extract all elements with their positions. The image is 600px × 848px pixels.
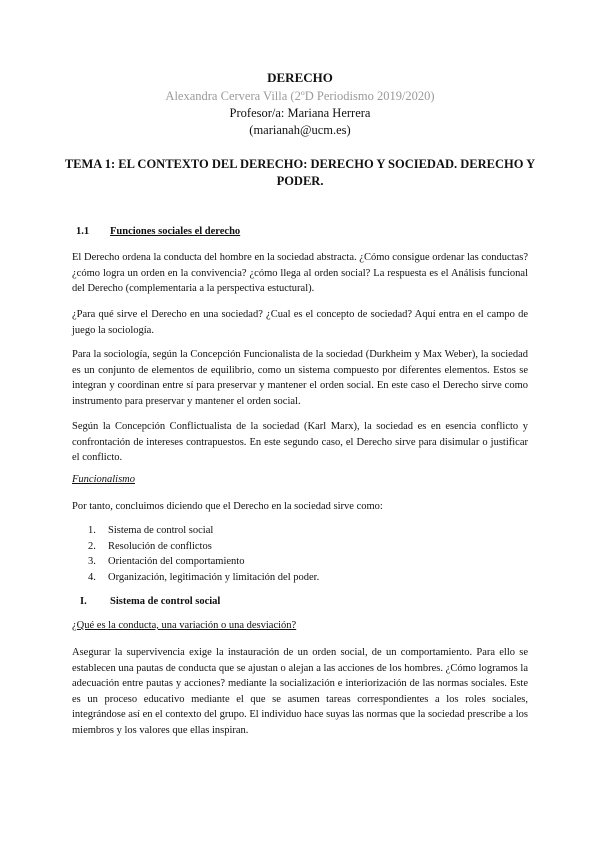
list-item: 3. Orientación del comportamiento [88,556,245,568]
paragraph-5: Por tanto, concluimos diciendo que el Derecho en la sociedad sirve como: [72,501,383,512]
professor-line: Profesor/a: Mariana Herrera [229,106,371,120]
question-subheading: ¿Qué es la conducta, una variación o una desviación? [72,620,297,631]
list-item: 4. Organización, legitimación y limitación del poder. [88,571,320,583]
list-item: 2. Resolución de conflictos [88,540,212,552]
funcionalismo-label: Funcionalismo [72,474,135,485]
professor-email: (marianah@ucm.es) [249,123,351,137]
section-heading-I [80,596,220,607]
paragraph-6: Asegurar la supervivencia exige la instauración de un orden social, de un comportamiento. Para ello se establecen una pautas de conducta que se ajustan o alejan a las acciones de los hombres. ¿Cómo logramos la adecuación entre pautas y acciones? mediante la socialización e interiorización de las normas sociales. Este es un proceso educativo mediante el que se asumen tareas correspondientes a los roles sociales, integrándose así en el contexto del grupo. El individuo hace suyas las normas que la sociedad prescribe a los miembros y los valores que ellas inspiran. [72,647,528,736]
author-line: Alexandra Cervera Villa (2ºD Periodismo 2019/2020) [165,89,435,103]
list-item: 1. Sistema de control social [88,525,214,536]
section-number: I. [80,596,87,607]
section-title: Sistema de control social [110,596,221,607]
section-heading-1-1 [76,226,240,237]
section-number: 1.1 [76,226,90,237]
paragraph-1: El Derecho ordena la conducta del hombre en la sociedad abstracta. ¿Cómo consigue ordenar las conductas? ¿cómo logra un orden en la convivencia? ¿cómo llega al orden social? La respuesta es el Análisis funcional del Derecho (complementaria a la perspectiva estuctural). [72,252,528,295]
paragraph-2: ¿Para qué sirve el Derecho en una sociedad? ¿Cual es el concepto de sociedad? Aquí entra en el campo de juego la sociología. [72,309,528,336]
paragraph-4: Según la Concepción Conflictualista de la sociedad (Karl Marx), la sociedad es en esencia conflicto y confrontación de intereses contrapuestos. En este segundo caso, el Derecho sirve para disimular o justificar el conflicto. [72,421,528,464]
functions-list [88,523,319,585]
section-title: Funciones sociales el derecho [110,226,241,237]
document-title: DERECHO [267,70,333,85]
paragraph-3: Para la sociología, según la Concepción Funcionalista de la sociedad (Durkheim y Max Weber), la sociedad es un conjunto de elementos de equilibrio, como un sistema compuesto por diferentes elementos. Estos se integran y coordinan entre sí para preservar y mantener el orden social. En este caso el Derecho sirve como instrumento para preservar y mantener el orden social. [72,349,528,407]
topic-heading: TEMA 1: EL CONTEXTO DEL DERECHO: DERECHO Y SOCIEDAD. DERECHO Y PODER. [64,157,536,188]
